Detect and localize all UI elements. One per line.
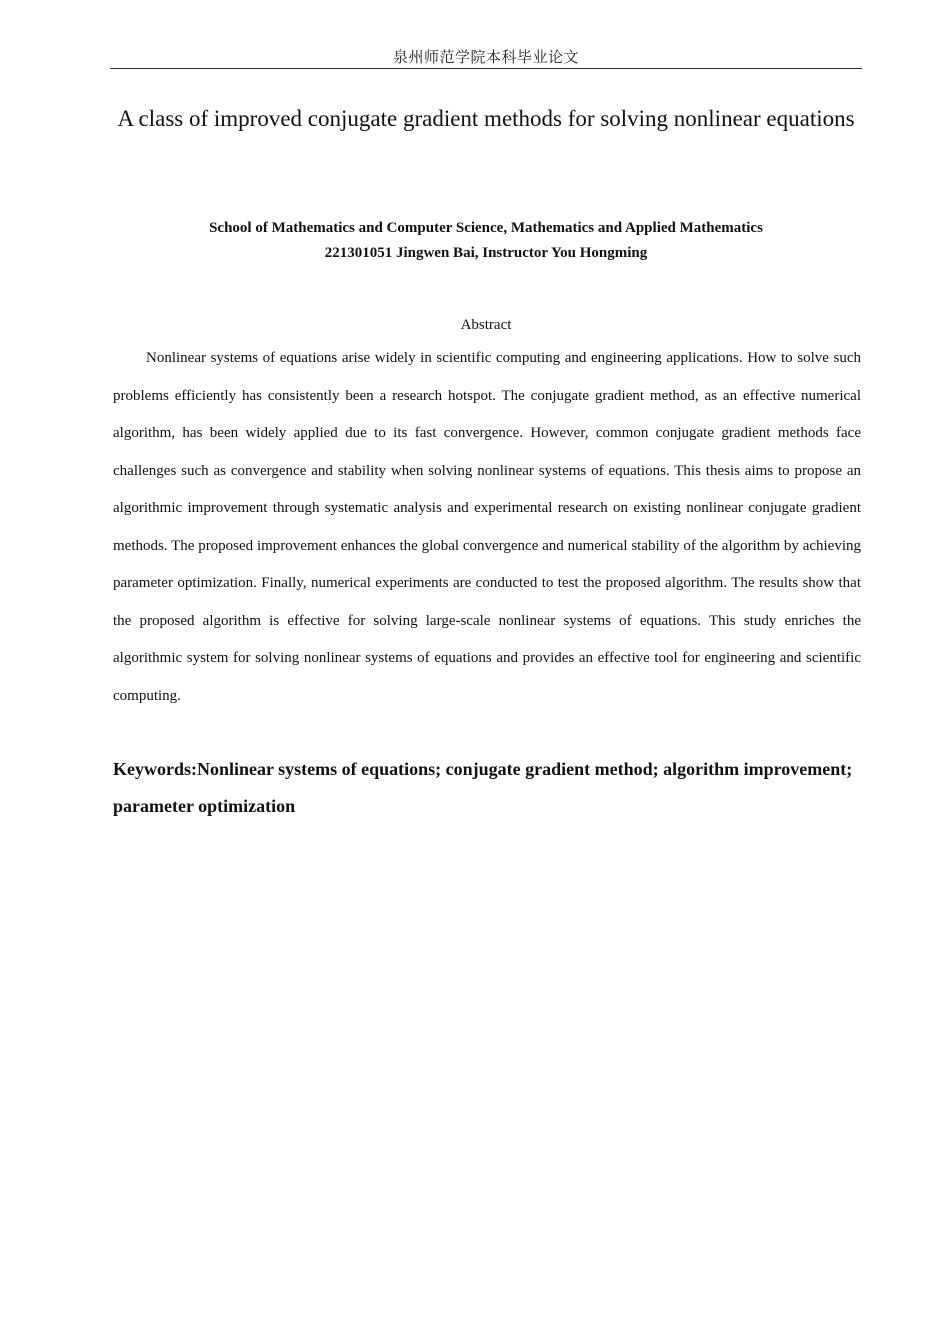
header-rule	[110, 68, 862, 69]
abstract-heading: Abstract	[460, 317, 512, 333]
affiliation-line: School of Mathematics and Computer Science, Mathematics and Applied Mathematics	[209, 220, 763, 236]
author-line: 221301051 Jingwen Bai, Instructor You Hongming	[324, 245, 648, 261]
author-affiliation	[110, 216, 862, 266]
running-header: 泉州师范学院本科毕业论文	[392, 48, 579, 66]
paper-title: A class of improved conjugate gradient methods for solving nonlinear equations	[117, 106, 855, 131]
abstract-body: Nonlinear systems of equations arise widely in scientific computing and engineering applications. How to solve such problems efficiently has consistently been a research hotspot. The conjugate gradient method, as an effective numerical algorithm, has been widely applied due to its fast convergence. However, common conjugate gradient methods face challenges such as convergence and stability when solving nonlinear systems of equations. This thesis aims to propose an algorithmic improvement through systematic analysis and experimental research on existing nonlinear conjugate gradient methods. The proposed improvement enhances the global convergence and numerical stability of the algorithm by achieving parameter optimization. Finally, numerical experiments are conducted to test the proposed algorithm. The results show that the proposed algorithm is effective for solving large-scale nonlinear systems of equations. This study enriches the algorithmic system for solving nonlinear systems of equations and provides an effective tool for engineering and scientific computing.	[113, 350, 861, 704]
keywords: Keywords:Nonlinear systems of equations; conjugate gradient method; algorithm improvement; parameter optimization	[113, 759, 853, 816]
